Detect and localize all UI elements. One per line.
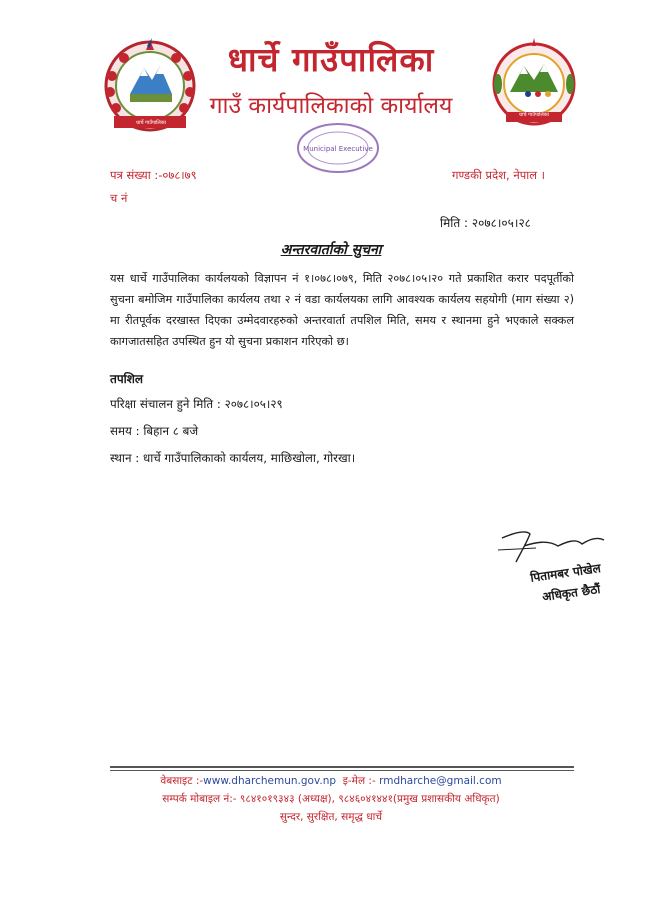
- footer-contact: सम्पर्क मोबाइल नं:- ९८४१०१९३४३ (अध्यक्ष), ९८४६०४१४४१(प्रमुख प्रशासकीय अधिकृत): [162, 793, 500, 805]
- website-link[interactable]: www.dharchemun.gov.np: [203, 775, 337, 787]
- footer-web-email: [0, 774, 662, 788]
- notice-title: अन्तरवार्ताको सुचना: [280, 242, 382, 258]
- footer-divider: [110, 766, 574, 768]
- footer-divider-thin: [110, 770, 574, 771]
- municipality-title: धार्चे गाउँपालिका: [227, 40, 435, 79]
- details-title: तपशिल: [110, 372, 144, 386]
- office-subtitle: गाउँ कार्यपालिकाको कार्यालय: [209, 93, 453, 119]
- notice-heading: [0, 240, 662, 259]
- notice-date: मिति : २०७८।०५।२८: [440, 216, 531, 230]
- exam-place: स्थान : धार्चे गाउँपालिकाको कार्यलय, माछिखोला, गोरखा।: [110, 451, 356, 465]
- left-logo-caption: धार्चे गाउँपालिका: [136, 120, 166, 126]
- notice-body: यस धार्चे गाउँपालिका कार्यलयको विज्ञापन नं १।०७८।०७९, मिति २०७८।०५।२० गते प्रकाशित करार पदपूर्तीको सुचना बमोजिम गाउँपालिका कार्यलय तथा २ नं वडा कार्यलयका लागि आवश्यक कार्यलय सहयोगी (माग संख्या २) मा रीतपूर्वक दरखास्त दिएका उम्मेदवारहरुको अन्तरवार्ता तपशिल मिति, समय र स्थानमा हुने भएकाले सक्कल कागजातसहित उपस्थित हुन यो सुचना प्रकाशन गरिएको छ।: [110, 272, 574, 348]
- email-link[interactable]: rmdharche@gmail.com: [379, 775, 502, 787]
- signatory-name: पितामबर पोखेल: [529, 561, 602, 585]
- email-label: इ-मेल :-: [342, 775, 376, 787]
- exam-time: समय : बिहान ८ बजे: [110, 424, 199, 438]
- signatory-title: अधिकृत छैठौं: [541, 582, 602, 604]
- exam-date: परिक्षा संचालन हुने मिति : २०७८।०५।२९: [110, 397, 283, 411]
- stamp-text: Municipal Executive: [303, 145, 373, 153]
- office-stamp: [294, 120, 382, 176]
- dispatch-number: च नं: [110, 191, 128, 205]
- letter-number: पत्र संख्या :-०७८।७९: [110, 168, 197, 182]
- website-label: वेबसाइट :-: [160, 775, 204, 787]
- footer-motto: सुन्दर, सुरक्षित, समृद्ध धार्चे: [279, 811, 383, 823]
- signature-mark: [496, 524, 608, 564]
- province-label: गण्डकी प्रदेश, नेपाल ।: [452, 168, 546, 182]
- right-logo-caption: धार्चे गाउँपालिका: [519, 112, 549, 118]
